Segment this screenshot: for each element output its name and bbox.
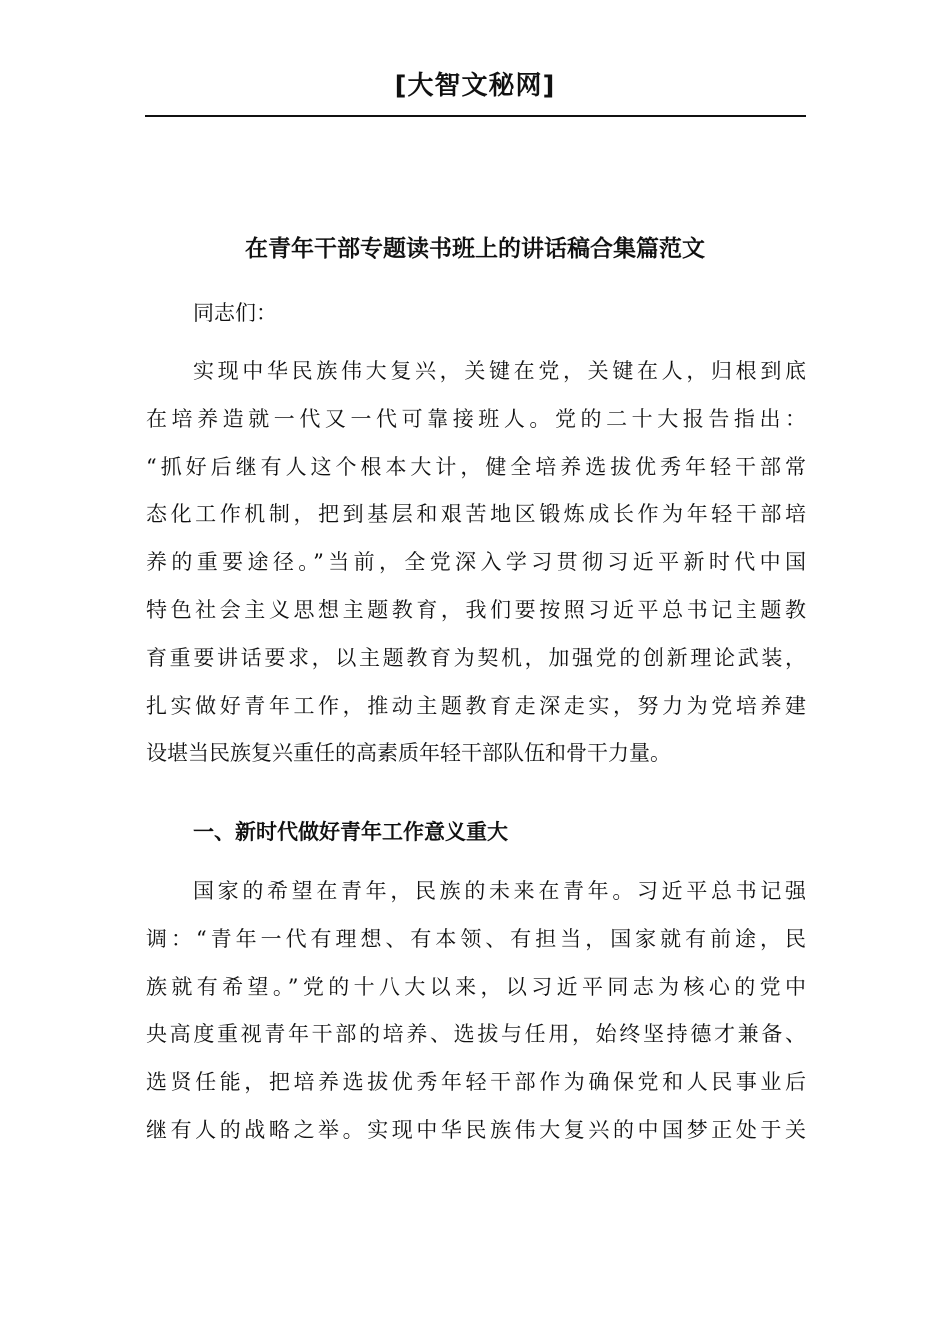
paragraph-line: 国家的希望在青年，民族的未来在青年。习近平总书记强 bbox=[193, 879, 806, 903]
paragraph-line: 央高度重视青年干部的培养、选拔与任用，始终坚持德才兼备、 bbox=[146, 1022, 806, 1047]
section-heading: 一、新时代做好青年工作意义重大 bbox=[193, 820, 508, 844]
paragraph-line: 实现中华民族伟大复兴，关键在党，关键在人，归根到底 bbox=[193, 359, 806, 383]
site-header: [大智文秘网] bbox=[394, 71, 556, 101]
paragraph-line: 选贤任能，把培养选拔优秀年轻干部作为确保党和人民事业后 bbox=[146, 1070, 806, 1095]
paragraph-line: 族就有希望。”党的十八大以来，以习近平同志为核心的党中 bbox=[146, 974, 806, 999]
paragraph-line: “抓好后继有人这个根本大计，健全培养选拔优秀年轻干部常 bbox=[146, 454, 806, 479]
paragraph-line: 养的重要途径。”当前，全党深入学习贯彻习近平新时代中国 bbox=[146, 550, 806, 575]
paragraph-line: 继有人的战略之举。实现中华民族伟大复兴的中国梦正处于关 bbox=[146, 1117, 806, 1142]
paragraph-line: 设堪当民族复兴重任的高素质年轻干部队伍和骨干力量。 bbox=[146, 741, 671, 766]
paragraph-line: 态化工作机制，把到基层和艰苦地区锻炼成长作为年轻干部培 bbox=[146, 502, 806, 527]
paragraph-line: 调：“青年一代有理想、有本领、有担当，国家就有前途，民 bbox=[146, 926, 806, 951]
header-divider bbox=[145, 115, 806, 117]
paragraph-1 bbox=[146, 348, 806, 778]
document-title: 在青年干部专题读书班上的讲话稿合集篇范文 bbox=[245, 236, 705, 262]
paragraph-line: 特色社会主义思想主题教育，我们要按照习近平总书记主题教 bbox=[146, 597, 806, 622]
paragraph-line: 在培养造就一代又一代可靠接班人。党的二十大报告指出： bbox=[146, 406, 806, 431]
salutation: 同志们： bbox=[193, 301, 277, 325]
paragraph-2 bbox=[146, 868, 806, 1155]
paragraph-line: 育重要讲话要求，以主题教育为契机，加强党的创新理论武装， bbox=[146, 645, 806, 670]
paragraph-line: 扎实做好青年工作，推动主题教育走深走实，努力为党培养建 bbox=[146, 693, 806, 718]
